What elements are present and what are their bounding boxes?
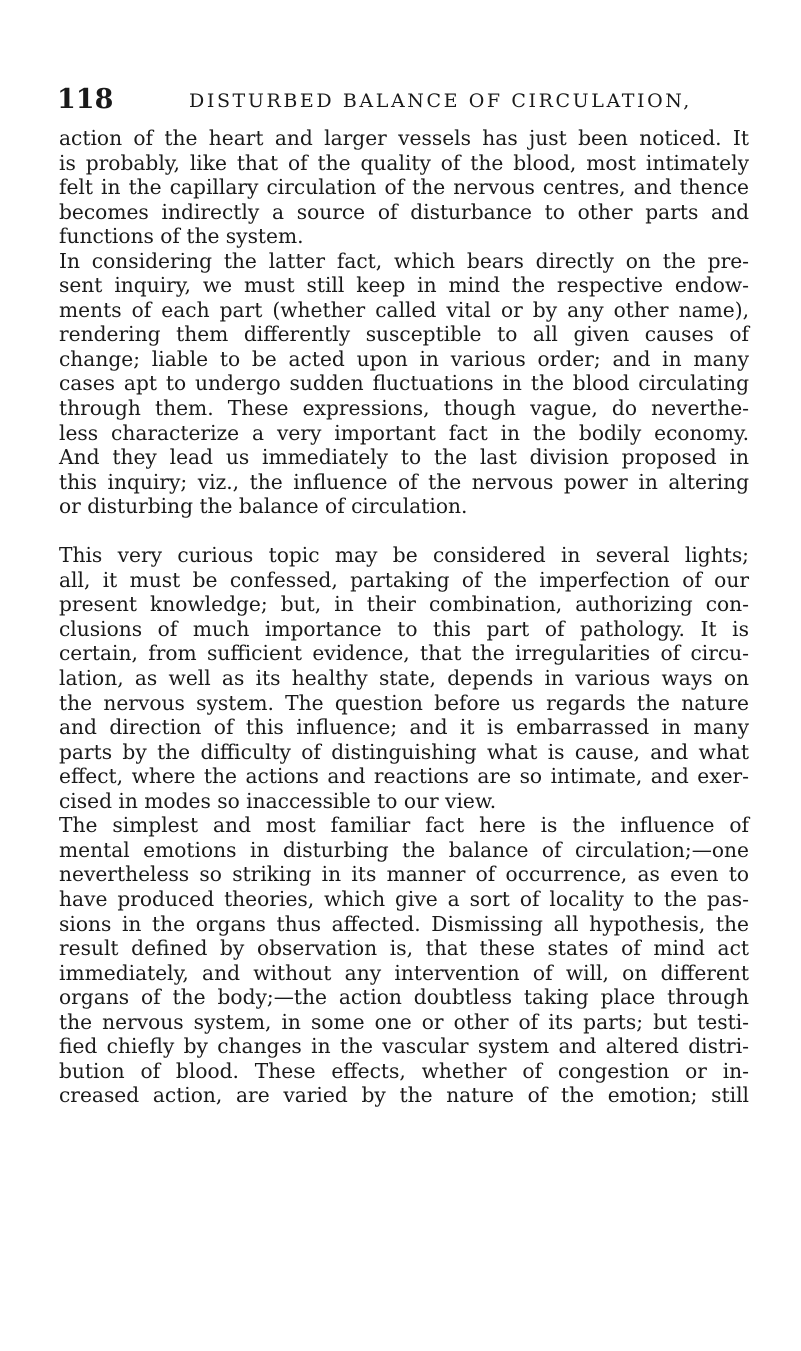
text-line: In considering the latter fact, which bears directly on the pre- [59,248,749,273]
text-line: present knowledge; but, in their combination, authorizing con- [59,592,749,617]
text-line: clusions of much importance to this part of pathology. It is [59,616,749,641]
text-line: certain, from sufficient evidence, that the irregularities of circu- [59,641,749,666]
text-line: action of the heart and larger vessels has just been noticed. It [59,126,749,150]
text-line: bution of blood. These effects, whether of congestion or in- [59,1058,749,1083]
text-line: parts by the difficulty of distinguishing what is cause, and what [59,739,749,764]
running-head [57,83,747,117]
text-line: and direction of this influence; and it is embarrassed in many [59,715,749,740]
text-line: sent inquiry, we must still keep in mind the respective endow- [59,273,749,298]
text-line: And they lead us immediately to the last division proposed in [59,445,749,470]
text-line: becomes indirectly a source of disturbance to other parts and [59,199,749,224]
paragraph-gap [59,519,749,544]
text-line: have produced theories, which give a sort of locality to the pas- [59,886,749,911]
text-line: result defined by observation is, that these states of mind act [59,936,749,961]
paragraph [59,249,749,519]
text-line: The simplest and most familiar fact here is the influence of [59,813,749,838]
text-line: this inquiry; viz., the influence of the nervous power in altering [59,469,749,494]
paragraph [59,813,749,1108]
text-line: or disturbing the balance of circulation. [59,494,468,519]
text-line: felt in the capillary circulation of the nervous centres, and thence [59,175,749,200]
text-line: the nervous system, in some one or other of its parts; but testi- [59,1009,749,1034]
text-line: This very curious topic may be considered in several lights; [59,543,749,568]
text-line: effect, where the actions and reactions are so intimate, and exer- [59,764,749,789]
text-line: lation, as well as its healthy state, depends in various ways on [59,666,749,691]
text-line: rendering them differently susceptible to all given causes of [59,322,749,347]
page-number: 118 [57,84,114,115]
text-line: functions of the system. [59,224,304,249]
text-line: mental emotions in disturbing the balance of circulation;—one [59,837,749,862]
text-line: cised in modes so inaccessible to our view. [59,788,497,813]
text-line: creased action, are varied by the nature of the emotion; still [59,1083,749,1108]
text-line: ments of each part (whether called vital or by any other name), [59,297,749,322]
text-line: through them. These expressions, though vague, do neverthe- [59,396,749,421]
text-line: the nervous system. The question before us regards the nature [59,690,749,715]
body-text [59,126,749,1108]
text-line: less characterize a very important fact in the bodily economy. [59,420,749,445]
text-line: nevertheless so striking in its manner of occurrence, as even to [59,862,749,887]
text-line: is probably, like that of the quality of the blood, most intimately [59,150,749,175]
text-line: sions in the organs thus affected. Dismissing all hypothesis, the [59,911,749,936]
text-line: organs of the body;—the action doubtless taking place through [59,985,749,1010]
text-line: fied chiefly by changes in the vascular system and altered distri- [59,1034,749,1059]
chapter-title: DISTURBED BALANCE OF CIRCULATION, [189,90,692,112]
text-line: all, it must be confessed, partaking of the imperfection of our [59,567,749,592]
text-line: change; liable to be acted upon in various order; and in many [59,346,749,371]
paragraph [59,543,749,813]
paragraph [59,126,749,249]
text-line: cases apt to undergo sudden fluctuations in the blood circulating [59,371,749,396]
text-line: immediately, and without any intervention of will, on different [59,960,749,985]
